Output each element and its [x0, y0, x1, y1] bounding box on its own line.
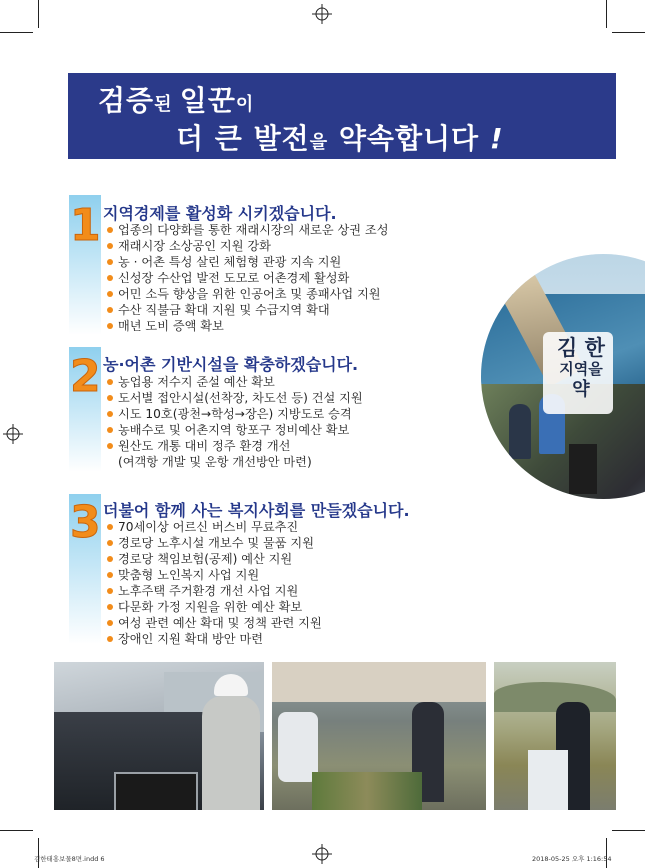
bullet-icon: [107, 323, 113, 329]
crop-mark: [606, 838, 607, 868]
list-item: 원산도 개통 대비 정주 환경 개선: [107, 438, 363, 454]
list-item: 시도 10호(광천→학성→장은) 지방도로 승격: [107, 406, 363, 422]
bullet-icon: [107, 572, 113, 578]
header-banner: [68, 73, 616, 159]
list-item: 신성장 수산업 발전 도모로 어촌경제 활성화: [107, 270, 388, 286]
section-3-number: 3: [70, 497, 101, 548]
crop-mark: [612, 32, 645, 33]
footer-timestamp: 2018-05-25 오후 1:16:54: [532, 855, 612, 863]
registration-mark-icon: [3, 424, 23, 444]
bullet-icon: [107, 427, 113, 433]
footer-file-name: 김한태홍보물8면.indd 6: [34, 855, 105, 863]
bullet-icon: [107, 540, 113, 546]
section-1-list: [107, 222, 388, 334]
circle-label-line-1: 김 한: [557, 336, 605, 360]
list-item: 재래시장 소상공인 지원 강화: [107, 238, 388, 254]
bullet-icon: [107, 556, 113, 562]
photo-speech: [494, 662, 616, 810]
crop-mark: [612, 830, 645, 831]
circle-label: [551, 336, 611, 400]
list-item: 도서별 접안시설(선착장, 차도선 등) 건설 지원: [107, 390, 363, 406]
bullet-icon: [107, 636, 113, 642]
bullet-icon: [107, 291, 113, 297]
section-1-number: 1: [70, 200, 101, 251]
list-item: 노후주택 주거환경 개선 사업 지원: [107, 583, 322, 599]
section-2-number: 2: [70, 351, 101, 402]
crop-mark: [0, 830, 33, 831]
wall-shape: [272, 662, 486, 702]
list-item: 농업용 저수지 준설 예산 확보: [107, 374, 363, 390]
section-2-list: [107, 374, 363, 470]
section-1-title: 지역경제를 활성화 시키겠습니다.: [103, 204, 337, 223]
bullet-icon: [107, 259, 113, 265]
bullet-icon: [107, 395, 113, 401]
bullet-icon: [107, 620, 113, 626]
list-item: 어민 소득 향상을 위한 인공어초 및 종패사업 지원: [107, 286, 388, 302]
bullet-icon: [107, 275, 113, 281]
circular-photo-collage: [481, 254, 645, 499]
section-2-title: 농·어촌 기반시설을 확충하겠습니다.: [103, 355, 359, 374]
circle-label-line-2: 지역을: [559, 360, 603, 378]
bullet-icon: [107, 588, 113, 594]
crop-mark: [38, 0, 39, 28]
bullet-icon: [107, 443, 113, 449]
bullet-icon: [107, 604, 113, 610]
produce-shape: [312, 772, 422, 810]
list-item: 다문화 가정 지원을 위한 예산 확보: [107, 599, 322, 615]
banner-line-2: 더 큰 발전을 약속합니다 !: [176, 122, 504, 155]
podium-shape: [528, 750, 568, 810]
banner-line-1: 검증된 일꾼이: [98, 84, 255, 117]
crop-mark: [38, 838, 39, 868]
registration-mark-icon: [312, 844, 332, 864]
person-figure: [202, 696, 260, 810]
bullet-icon: [107, 243, 113, 249]
list-item: 업종의 다양화를 통한 재래시장의 새로운 상권 조성: [107, 222, 388, 238]
person-figure: [509, 404, 531, 459]
board-shape: [114, 772, 198, 810]
circle-label-line-3: 약: [572, 379, 590, 400]
bullet-icon: [107, 227, 113, 233]
list-item: 농배수로 및 어촌지역 항포구 정비예산 확보: [107, 422, 363, 438]
photo-market-visit: [272, 662, 486, 810]
list-item-continuation: (여객항 개발 및 운항 개선방안 마련): [118, 455, 312, 469]
bullet-icon: [107, 379, 113, 385]
section-3-list: [107, 519, 322, 647]
crop-mark: [606, 0, 607, 28]
list-item: 장애인 지원 확대 방안 마련: [107, 631, 322, 647]
list-item: 맞춤형 노인복지 사업 지원: [107, 567, 322, 583]
section-3-title: 더불어 함께 사는 복지사회를 만들겠습니다.: [103, 501, 410, 520]
list-item: 경로당 노후시설 개보수 및 물품 지원: [107, 535, 322, 551]
mountain-shape: [494, 682, 616, 712]
bullet-icon: [107, 307, 113, 313]
list-item: 여성 관련 예산 확대 및 정책 관련 지원: [107, 615, 322, 631]
list-item: 70세이상 어르신 버스비 무료추진: [107, 519, 322, 535]
list-item: 농 · 어촌 특성 살린 체험형 관광 지속 지원: [107, 254, 388, 270]
bullet-icon: [107, 411, 113, 417]
registration-mark-icon: [312, 4, 332, 24]
list-item: 경로당 책임보험(공제) 예산 지원: [107, 551, 322, 567]
bullet-icon: [107, 524, 113, 530]
crop-mark: [0, 32, 33, 33]
list-item: 매년 도비 증액 확보: [107, 318, 388, 334]
photo-construction-site: [54, 662, 264, 810]
list-item: 수산 직불금 확대 지원 및 수급지역 확대: [107, 302, 388, 318]
briquette-stack: [569, 444, 597, 494]
